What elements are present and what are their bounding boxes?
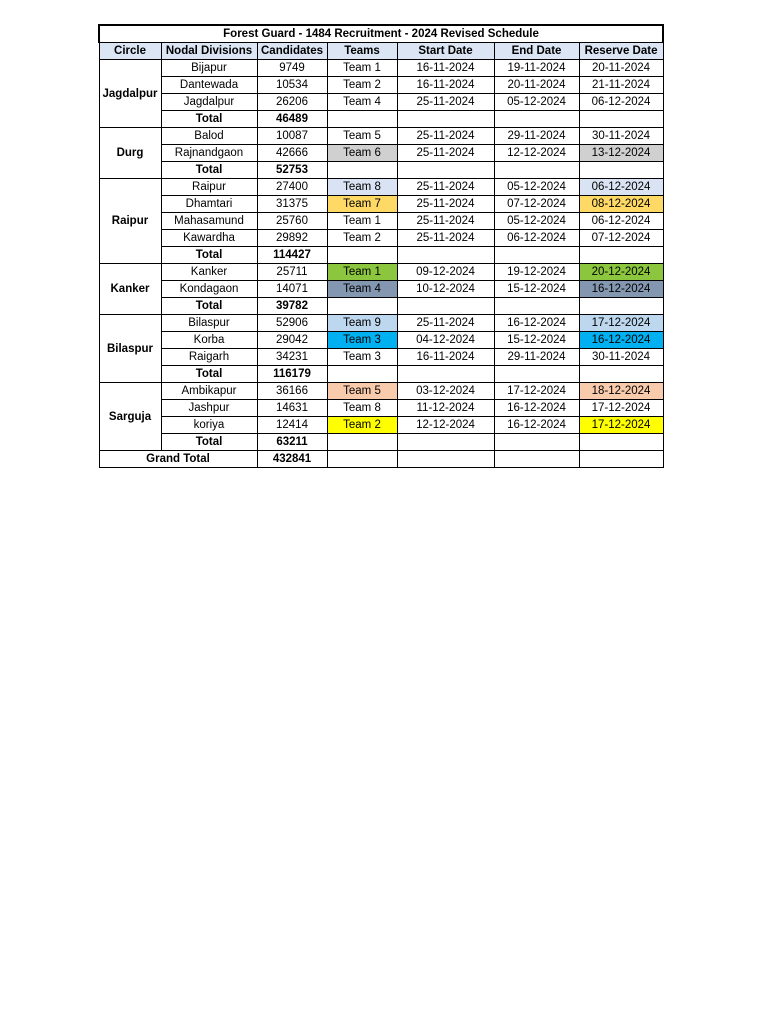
candidates-count: 12414 (257, 417, 327, 434)
end-date: 29-11-2024 (494, 128, 579, 145)
candidates-count: 26206 (257, 94, 327, 111)
empty-cell (327, 366, 397, 383)
empty-cell (494, 434, 579, 451)
total-label: Total (161, 111, 257, 128)
candidates-count: 25760 (257, 213, 327, 230)
table-row (99, 315, 663, 332)
table-row (99, 230, 663, 247)
start-date: 25-11-2024 (397, 213, 494, 230)
total-label: Total (161, 298, 257, 315)
total-value: 63211 (257, 434, 327, 451)
end-date: 19-11-2024 (494, 60, 579, 77)
team-name: Team 7 (327, 196, 397, 213)
reserve-date: 06-12-2024 (579, 179, 663, 196)
division-name: Korba (161, 332, 257, 349)
total-value: 46489 (257, 111, 327, 128)
candidates-count: 10087 (257, 128, 327, 145)
circle-name: Jagdalpur (99, 60, 161, 128)
division-name: Dhamtari (161, 196, 257, 213)
candidates-count: 10534 (257, 77, 327, 94)
empty-cell (579, 434, 663, 451)
circle-name: Kanker (99, 264, 161, 315)
table-row (99, 145, 663, 162)
team-name: Team 8 (327, 179, 397, 196)
reserve-date: 16-12-2024 (579, 281, 663, 298)
division-name: Kawardha (161, 230, 257, 247)
circle-name: Durg (99, 128, 161, 179)
table-row (99, 94, 663, 111)
total-row (99, 434, 663, 451)
reserve-date: 13-12-2024 (579, 145, 663, 162)
division-name: Jashpur (161, 400, 257, 417)
division-name: Rajnandgaon (161, 145, 257, 162)
end-date: 15-12-2024 (494, 332, 579, 349)
start-date: 25-11-2024 (397, 94, 494, 111)
table-row (99, 281, 663, 298)
reserve-date: 16-12-2024 (579, 332, 663, 349)
end-date: 05-12-2024 (494, 94, 579, 111)
reserve-date: 17-12-2024 (579, 417, 663, 434)
reserve-date: 18-12-2024 (579, 383, 663, 400)
empty-cell (397, 451, 494, 468)
empty-cell (327, 451, 397, 468)
candidates-count: 42666 (257, 145, 327, 162)
end-date: 17-12-2024 (494, 383, 579, 400)
empty-cell (494, 298, 579, 315)
table-row (99, 77, 663, 94)
table-row (99, 349, 663, 366)
division-name: Raigarh (161, 349, 257, 366)
team-name: Team 5 (327, 383, 397, 400)
start-date: 25-11-2024 (397, 179, 494, 196)
start-date: 12-12-2024 (397, 417, 494, 434)
reserve-date: 06-12-2024 (579, 94, 663, 111)
empty-cell (494, 162, 579, 179)
empty-cell (397, 247, 494, 264)
team-name: Team 3 (327, 349, 397, 366)
table-row (99, 264, 663, 281)
empty-cell (397, 366, 494, 383)
end-date: 07-12-2024 (494, 196, 579, 213)
empty-cell (397, 162, 494, 179)
start-date: 16-11-2024 (397, 349, 494, 366)
team-name: Team 2 (327, 77, 397, 94)
empty-cell (579, 298, 663, 315)
end-date: 16-12-2024 (494, 417, 579, 434)
table-row (99, 332, 663, 349)
team-name: Team 1 (327, 264, 397, 281)
start-date: 25-11-2024 (397, 196, 494, 213)
table-row (99, 128, 663, 145)
division-name: Kondagaon (161, 281, 257, 298)
end-date: 16-12-2024 (494, 315, 579, 332)
empty-cell (579, 247, 663, 264)
team-name: Team 9 (327, 315, 397, 332)
reserve-date: 06-12-2024 (579, 213, 663, 230)
end-date: 06-12-2024 (494, 230, 579, 247)
team-name: Team 6 (327, 145, 397, 162)
circle-name: Sarguja (99, 383, 161, 451)
total-row (99, 366, 663, 383)
empty-cell (327, 111, 397, 128)
empty-cell (327, 162, 397, 179)
candidates-count: 29892 (257, 230, 327, 247)
team-name: Team 3 (327, 332, 397, 349)
total-row (99, 298, 663, 315)
team-name: Team 5 (327, 128, 397, 145)
team-name: Team 8 (327, 400, 397, 417)
candidates-count: 25711 (257, 264, 327, 281)
reserve-date: 17-12-2024 (579, 315, 663, 332)
empty-cell (327, 434, 397, 451)
start-date: 16-11-2024 (397, 60, 494, 77)
start-date: 11-12-2024 (397, 400, 494, 417)
grand-total-label: Grand Total (99, 451, 257, 468)
team-name: Team 1 (327, 60, 397, 77)
end-date: 29-11-2024 (494, 349, 579, 366)
header-end-date: End Date (494, 43, 579, 60)
start-date: 04-12-2024 (397, 332, 494, 349)
division-name: koriya (161, 417, 257, 434)
title-row (99, 25, 663, 43)
candidates-count: 34231 (257, 349, 327, 366)
reserve-date: 17-12-2024 (579, 400, 663, 417)
total-label: Total (161, 434, 257, 451)
candidates-count: 29042 (257, 332, 327, 349)
header-row (99, 43, 663, 60)
table-title: Forest Guard - 1484 Recruitment - 2024 Revised Schedule (99, 25, 663, 43)
reserve-date: 08-12-2024 (579, 196, 663, 213)
candidates-count: 36166 (257, 383, 327, 400)
end-date: 15-12-2024 (494, 281, 579, 298)
empty-cell (494, 366, 579, 383)
table-row (99, 400, 663, 417)
table-row (99, 60, 663, 77)
division-name: Bilaspur (161, 315, 257, 332)
header-candidates: Candidates (257, 43, 327, 60)
circle-name: Bilaspur (99, 315, 161, 383)
candidates-count: 9749 (257, 60, 327, 77)
empty-cell (494, 111, 579, 128)
start-date: 03-12-2024 (397, 383, 494, 400)
table-row (99, 213, 663, 230)
total-row (99, 162, 663, 179)
team-name: Team 2 (327, 417, 397, 434)
division-name: Balod (161, 128, 257, 145)
empty-cell (579, 451, 663, 468)
end-date: 16-12-2024 (494, 400, 579, 417)
team-name: Team 4 (327, 281, 397, 298)
empty-cell (327, 247, 397, 264)
reserve-date: 20-12-2024 (579, 264, 663, 281)
end-date: 20-11-2024 (494, 77, 579, 94)
reserve-date: 30-11-2024 (579, 128, 663, 145)
start-date: 25-11-2024 (397, 315, 494, 332)
candidates-count: 14071 (257, 281, 327, 298)
schedule-table (98, 24, 664, 468)
header-teams: Teams (327, 43, 397, 60)
empty-cell (579, 162, 663, 179)
total-label: Total (161, 247, 257, 264)
total-row (99, 247, 663, 264)
reserve-date: 07-12-2024 (579, 230, 663, 247)
division-name: Raipur (161, 179, 257, 196)
header-start-date: Start Date (397, 43, 494, 60)
team-name: Team 4 (327, 94, 397, 111)
table-row (99, 196, 663, 213)
table-row (99, 417, 663, 434)
table-row (99, 179, 663, 196)
division-name: Mahasamund (161, 213, 257, 230)
reserve-date: 30-11-2024 (579, 349, 663, 366)
candidates-count: 14631 (257, 400, 327, 417)
division-name: Jagdalpur (161, 94, 257, 111)
total-label: Total (161, 366, 257, 383)
header-circle: Circle (99, 43, 161, 60)
division-name: Ambikapur (161, 383, 257, 400)
division-name: Bijapur (161, 60, 257, 77)
end-date: 12-12-2024 (494, 145, 579, 162)
start-date: 09-12-2024 (397, 264, 494, 281)
start-date: 25-11-2024 (397, 128, 494, 145)
start-date: 10-12-2024 (397, 281, 494, 298)
division-name: Kanker (161, 264, 257, 281)
candidates-count: 27400 (257, 179, 327, 196)
total-value: 39782 (257, 298, 327, 315)
header-nodal-divisions: Nodal Divisions (161, 43, 257, 60)
empty-cell (327, 298, 397, 315)
total-value: 52753 (257, 162, 327, 179)
table-row (99, 383, 663, 400)
reserve-date: 20-11-2024 (579, 60, 663, 77)
start-date: 16-11-2024 (397, 77, 494, 94)
empty-cell (494, 451, 579, 468)
total-value: 116179 (257, 366, 327, 383)
start-date: 25-11-2024 (397, 230, 494, 247)
total-row (99, 111, 663, 128)
header-reserve-date: Reserve Date (579, 43, 663, 60)
empty-cell (397, 298, 494, 315)
candidates-count: 31375 (257, 196, 327, 213)
empty-cell (579, 111, 663, 128)
end-date: 05-12-2024 (494, 213, 579, 230)
team-name: Team 1 (327, 213, 397, 230)
grand-total-value: 432841 (257, 451, 327, 468)
end-date: 19-12-2024 (494, 264, 579, 281)
division-name: Dantewada (161, 77, 257, 94)
schedule-body (99, 60, 663, 451)
circle-name: Raipur (99, 179, 161, 264)
total-label: Total (161, 162, 257, 179)
end-date: 05-12-2024 (494, 179, 579, 196)
empty-cell (397, 434, 494, 451)
team-name: Team 2 (327, 230, 397, 247)
start-date: 25-11-2024 (397, 145, 494, 162)
empty-cell (579, 366, 663, 383)
empty-cell (397, 111, 494, 128)
total-value: 114427 (257, 247, 327, 264)
reserve-date: 21-11-2024 (579, 77, 663, 94)
candidates-count: 52906 (257, 315, 327, 332)
grand-total-row (99, 451, 663, 468)
empty-cell (494, 247, 579, 264)
